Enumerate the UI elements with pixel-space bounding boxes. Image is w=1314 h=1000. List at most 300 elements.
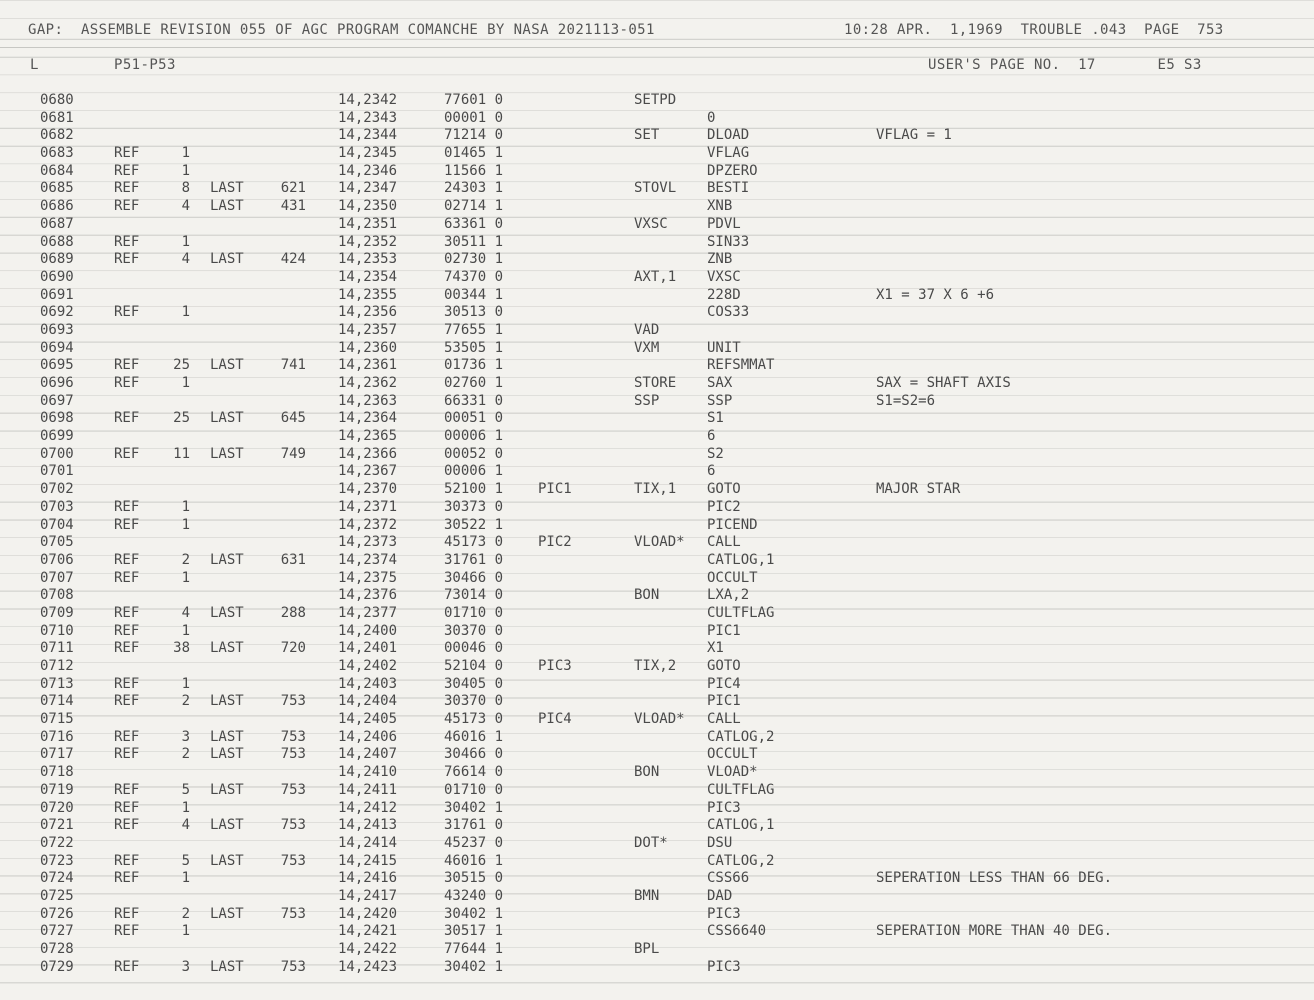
octal-word: 45173 0 [444, 534, 504, 551]
octal-word: 30370 0 [444, 693, 504, 710]
ref-marker: REF [114, 693, 140, 710]
line-number: 0701 [40, 463, 74, 480]
operand: CATLOG,2 [707, 852, 775, 869]
operand: PIC1 [707, 693, 741, 710]
operand: DPZERO [707, 162, 758, 179]
address: 14,2376 [338, 587, 398, 604]
octal-word: 30402 1 [444, 905, 504, 922]
operand: SAX [707, 375, 733, 391]
listing-row [0, 658, 1314, 676]
octal-word: 53505 1 [444, 339, 504, 356]
octal-word: 30402 1 [444, 958, 504, 975]
operand: VXSC [707, 268, 741, 285]
octal-word: 52100 1 [444, 481, 504, 498]
opcode: BON [634, 587, 660, 604]
line-number: 0713 [40, 675, 74, 692]
ref-count: 38 [173, 640, 190, 657]
octal-word: 52104 0 [444, 658, 504, 674]
ref-marker: REF [114, 145, 140, 162]
operand: BESTI [707, 180, 750, 197]
last-page: 753 [280, 905, 306, 922]
address: 14,2403 [338, 675, 398, 692]
listing-row [0, 623, 1314, 641]
line-number: 0702 [40, 481, 74, 498]
last-page: 749 [280, 445, 306, 462]
comment: SEPERATION LESS THAN 66 DEG. [876, 870, 1113, 887]
line-number: 0717 [40, 746, 74, 763]
address: 14,2402 [338, 658, 398, 674]
line-number: 0707 [40, 569, 74, 586]
operand: PIC3 [707, 958, 741, 975]
last-marker: LAST [210, 640, 244, 657]
ref-count: 1 [181, 375, 190, 391]
octal-word: 76614 0 [444, 764, 504, 781]
listing-row [0, 870, 1314, 888]
operand: PIC3 [707, 799, 741, 816]
address: 14,2361 [338, 357, 398, 374]
listing-row [0, 428, 1314, 446]
operand: 6 [707, 463, 716, 480]
operand: DSU [707, 834, 733, 851]
operand: XNB [707, 198, 733, 215]
last-marker: LAST [210, 817, 244, 834]
ref-count: 2 [181, 905, 190, 922]
line-number: 0681 [40, 109, 74, 126]
address: 14,2370 [338, 481, 398, 498]
line-number: 0700 [40, 445, 74, 462]
line-number: 0687 [40, 215, 74, 232]
ref-marker: REF [114, 357, 140, 374]
operand: PICEND [707, 516, 758, 533]
operand: DLOAD [707, 127, 750, 144]
opcode: STOVL [634, 180, 677, 197]
listing-row [0, 269, 1314, 287]
line-number: 0695 [40, 357, 74, 374]
line-number: 0689 [40, 251, 74, 268]
octal-word: 66331 0 [444, 392, 504, 409]
octal-word: 30370 0 [444, 622, 504, 639]
last-page: 753 [280, 781, 306, 798]
ref-count: 4 [181, 604, 190, 621]
line-number: 0726 [40, 905, 74, 922]
line-number: 0720 [40, 799, 74, 816]
octal-word: 00006 1 [444, 463, 504, 480]
operand: OCCULT [707, 569, 758, 586]
line-number: 0684 [40, 162, 74, 179]
octal-word: 77644 1 [444, 941, 504, 957]
last-page: 621 [280, 180, 306, 197]
address: 14,2352 [338, 233, 398, 250]
listing-row [0, 410, 1314, 428]
line-number: 0686 [40, 198, 74, 215]
listing-row [0, 605, 1314, 623]
ref-count: 1 [181, 799, 190, 816]
line-number: 0680 [40, 92, 74, 108]
octal-word: 11566 1 [444, 162, 504, 179]
address: 14,2342 [338, 92, 398, 108]
operand: CSS66 [707, 870, 750, 887]
octal-word: 00046 0 [444, 640, 504, 657]
address: 14,2414 [338, 834, 398, 851]
line-number: 0716 [40, 728, 74, 745]
ref-count: 4 [181, 251, 190, 268]
ref-marker: REF [114, 870, 140, 887]
listing-row [0, 570, 1314, 588]
octal-word: 30513 0 [444, 304, 504, 321]
ref-count: 1 [181, 233, 190, 250]
opcode: BON [634, 764, 660, 781]
operand: VLOAD* [707, 764, 758, 781]
ref-count: 1 [181, 923, 190, 940]
opcode: BMN [634, 887, 660, 904]
operand: CATLOG,1 [707, 817, 775, 834]
ref-marker: REF [114, 923, 140, 940]
address: 14,2371 [338, 498, 398, 515]
last-marker: LAST [210, 693, 244, 710]
ref-marker: REF [114, 622, 140, 639]
operand: VFLAG [707, 145, 750, 162]
line-number: 0721 [40, 817, 74, 834]
line-number: 0712 [40, 658, 74, 674]
operand: ZNB [707, 251, 733, 268]
ref-count: 2 [181, 693, 190, 710]
operand: LXA,2 [707, 587, 750, 604]
address: 14,2374 [338, 551, 398, 568]
last-page: 753 [280, 728, 306, 745]
listing-row [0, 198, 1314, 216]
opcode: SET [634, 127, 660, 144]
octal-word: 46016 1 [444, 728, 504, 745]
operand: CULTFLAG [707, 604, 775, 621]
ref-count: 8 [181, 180, 190, 197]
last-marker: LAST [210, 198, 244, 215]
last-marker: LAST [210, 604, 244, 621]
operand: GOTO [707, 481, 741, 498]
operand: PIC4 [707, 675, 741, 692]
listing-row [0, 835, 1314, 853]
listing-row [0, 357, 1314, 375]
comment: SEPERATION MORE THAN 40 DEG. [876, 923, 1113, 940]
last-marker: LAST [210, 958, 244, 975]
ref-count: 1 [181, 516, 190, 533]
ref-marker: REF [114, 604, 140, 621]
operand: X1 [707, 640, 724, 657]
header-page-info: 10:28 APR. 1,1969 TROUBLE .043 PAGE 753 [844, 22, 1224, 38]
ref-count: 1 [181, 145, 190, 162]
address: 14,2404 [338, 693, 398, 710]
opcode: TIX,2 [634, 658, 677, 674]
octal-word: 30466 0 [444, 569, 504, 586]
octal-word: 02730 1 [444, 251, 504, 268]
ref-marker: REF [114, 180, 140, 197]
listing-row [0, 322, 1314, 340]
ref-count: 1 [181, 162, 190, 179]
ref-marker: REF [114, 817, 140, 834]
last-marker: LAST [210, 746, 244, 763]
octal-word: 30405 0 [444, 675, 504, 692]
octal-word: 00001 0 [444, 109, 504, 126]
octal-word: 00051 0 [444, 410, 504, 427]
ref-marker: REF [114, 675, 140, 692]
listing-row [0, 534, 1314, 552]
operand: CSS6640 [707, 923, 767, 940]
ref-marker: REF [114, 516, 140, 533]
octal-word: 00052 0 [444, 445, 504, 462]
ref-marker: REF [114, 728, 140, 745]
ref-marker: REF [114, 852, 140, 869]
listing-row [0, 729, 1314, 747]
line-number: 0711 [40, 640, 74, 657]
operand: CALL [707, 711, 741, 728]
listing-row [0, 287, 1314, 305]
ref-marker: REF [114, 958, 140, 975]
last-marker: LAST [210, 445, 244, 462]
listing-row [0, 587, 1314, 605]
octal-word: 00344 1 [444, 286, 504, 303]
operand: UNIT [707, 339, 741, 356]
line-number: 0691 [40, 286, 74, 303]
line-number: 0723 [40, 852, 74, 869]
ref-count: 1 [181, 622, 190, 639]
comment: MAJOR STAR [876, 481, 961, 498]
opcode: VXM [634, 339, 660, 356]
operand: PDVL [707, 215, 741, 232]
last-page: 753 [280, 852, 306, 869]
label: PIC2 [538, 534, 572, 551]
listing-row [0, 746, 1314, 764]
address: 14,2355 [338, 286, 398, 303]
line-number: 0708 [40, 587, 74, 604]
address: 14,2354 [338, 268, 398, 285]
operand: 6 [707, 428, 716, 445]
address: 14,2363 [338, 392, 398, 409]
address: 14,2364 [338, 410, 398, 427]
octal-word: 77601 0 [444, 92, 504, 108]
operand: GOTO [707, 658, 741, 674]
line-number: 0706 [40, 551, 74, 568]
octal-word: 01710 0 [444, 781, 504, 798]
opcode: SETPD [634, 92, 677, 108]
line-number: 0709 [40, 604, 74, 621]
line-number: 0728 [40, 941, 74, 957]
line-number: 0692 [40, 304, 74, 321]
listing-rows [0, 92, 1314, 976]
opcode: DOT* [634, 834, 668, 851]
operand: OCCULT [707, 746, 758, 763]
opcode: VLOAD* [634, 534, 685, 551]
last-page: 431 [280, 198, 306, 215]
octal-word: 01710 0 [444, 604, 504, 621]
line-number: 0715 [40, 711, 74, 728]
ref-count: 5 [181, 781, 190, 798]
address: 14,2401 [338, 640, 398, 657]
opcode: VLOAD* [634, 711, 685, 728]
address: 14,2411 [338, 781, 398, 798]
line-number: 0697 [40, 392, 74, 409]
octal-word: 02760 1 [444, 375, 504, 391]
comment: X1 = 37 X 6 +6 [876, 286, 995, 303]
last-page: 631 [280, 551, 306, 568]
address: 14,2405 [338, 711, 398, 728]
octal-word: 31761 0 [444, 551, 504, 568]
octal-word: 46016 1 [444, 852, 504, 869]
octal-word: 63361 0 [444, 215, 504, 232]
line-number: 0710 [40, 622, 74, 639]
operand: S2 [707, 445, 724, 462]
octal-word: 30522 1 [444, 516, 504, 533]
last-page: 753 [280, 958, 306, 975]
listing-row [0, 888, 1314, 906]
address: 14,2415 [338, 852, 398, 869]
listing-row [0, 711, 1314, 729]
last-marker: LAST [210, 251, 244, 268]
address: 14,2420 [338, 905, 398, 922]
operand: COS33 [707, 304, 750, 321]
listing-row [0, 923, 1314, 941]
opcode: SSP [634, 392, 660, 409]
operand: 228D [707, 286, 741, 303]
label: PIC3 [538, 658, 572, 674]
octal-word: 74370 0 [444, 268, 504, 285]
last-marker: LAST [210, 728, 244, 745]
ref-marker: REF [114, 905, 140, 922]
last-page: 753 [280, 693, 306, 710]
header-section: P51-P53 [114, 57, 176, 73]
listing-row [0, 180, 1314, 198]
ref-count: 1 [181, 498, 190, 515]
ref-marker: REF [114, 233, 140, 250]
ref-marker: REF [114, 162, 140, 179]
last-marker: LAST [210, 852, 244, 869]
ref-count: 1 [181, 675, 190, 692]
line-number: 0718 [40, 764, 74, 781]
line-number: 0725 [40, 887, 74, 904]
listing-row [0, 693, 1314, 711]
address: 14,2362 [338, 375, 398, 391]
opcode: VAD [634, 321, 660, 338]
opcode: VXSC [634, 215, 668, 232]
octal-word: 24303 1 [444, 180, 504, 197]
address: 14,2360 [338, 339, 398, 356]
address: 14,2356 [338, 304, 398, 321]
listing-row [0, 941, 1314, 959]
octal-word: 43240 0 [444, 887, 504, 904]
operand: CATLOG,2 [707, 728, 775, 745]
address: 14,2417 [338, 887, 398, 904]
line-number: 0685 [40, 180, 74, 197]
operand: SSP [707, 392, 733, 409]
last-marker: LAST [210, 180, 244, 197]
last-page: 720 [280, 640, 306, 657]
line-number: 0690 [40, 268, 74, 285]
line-number: 0714 [40, 693, 74, 710]
listing-row [0, 110, 1314, 128]
address: 14,2413 [338, 817, 398, 834]
octal-word: 30517 1 [444, 923, 504, 940]
comment: SAX = SHAFT AXIS [876, 375, 1011, 391]
listing-row [0, 481, 1314, 499]
address: 14,2407 [338, 746, 398, 763]
line-number: 0693 [40, 321, 74, 338]
address: 14,2367 [338, 463, 398, 480]
line-number: 0722 [40, 834, 74, 851]
listing-row [0, 127, 1314, 145]
line-number: 0705 [40, 534, 74, 551]
label: PIC4 [538, 711, 572, 728]
octal-word: 02714 1 [444, 198, 504, 215]
listing-row [0, 163, 1314, 181]
address: 14,2373 [338, 534, 398, 551]
line-number: 0699 [40, 428, 74, 445]
opcode: AXT,1 [634, 268, 677, 285]
address: 14,2375 [338, 569, 398, 586]
listing-row [0, 517, 1314, 535]
address: 14,2410 [338, 764, 398, 781]
ref-marker: REF [114, 251, 140, 268]
ref-count: 25 [173, 357, 190, 374]
ref-marker: REF [114, 375, 140, 391]
address: 14,2365 [338, 428, 398, 445]
listing-row [0, 959, 1314, 977]
listing-row [0, 216, 1314, 234]
listing-row [0, 234, 1314, 252]
ref-count: 3 [181, 728, 190, 745]
listing-row [0, 375, 1314, 393]
line-number: 0688 [40, 233, 74, 250]
listing-row [0, 393, 1314, 411]
last-page: 741 [280, 357, 306, 374]
listing-row [0, 251, 1314, 269]
last-page: 645 [280, 410, 306, 427]
operand: DAD [707, 887, 733, 904]
listing-row [0, 640, 1314, 658]
ref-count: 2 [181, 551, 190, 568]
line-number: 0703 [40, 498, 74, 515]
header-title: GAP: ASSEMBLE REVISION 055 OF AGC PROGRAM COMANCHE BY NASA 2021113-051 [28, 22, 655, 38]
octal-word: 45173 0 [444, 711, 504, 728]
ref-marker: REF [114, 445, 140, 462]
ref-marker: REF [114, 640, 140, 657]
ref-marker: REF [114, 498, 140, 515]
last-page: 424 [280, 251, 306, 268]
listing-row [0, 92, 1314, 110]
header-l-marker: L [30, 57, 39, 73]
address: 14,2366 [338, 445, 398, 462]
listing-row [0, 552, 1314, 570]
line-number: 0729 [40, 958, 74, 975]
ref-count: 5 [181, 852, 190, 869]
label: PIC1 [538, 481, 572, 498]
listing-row [0, 906, 1314, 924]
ref-count: 2 [181, 746, 190, 763]
header-user-page: USER'S PAGE NO. 17 E5 S3 [928, 57, 1202, 73]
ref-count: 4 [181, 198, 190, 215]
address: 14,2423 [338, 958, 398, 975]
address: 14,2422 [338, 941, 398, 957]
octal-word: 30402 1 [444, 799, 504, 816]
ref-count: 3 [181, 958, 190, 975]
address: 14,2406 [338, 728, 398, 745]
address: 14,2400 [338, 622, 398, 639]
ref-count: 11 [173, 445, 190, 462]
opcode: BPL [634, 941, 660, 957]
ref-count: 25 [173, 410, 190, 427]
line-number: 0698 [40, 410, 74, 427]
opcode: STORE [634, 375, 677, 391]
ref-count: 1 [181, 870, 190, 887]
octal-word: 30511 1 [444, 233, 504, 250]
ref-marker: REF [114, 198, 140, 215]
